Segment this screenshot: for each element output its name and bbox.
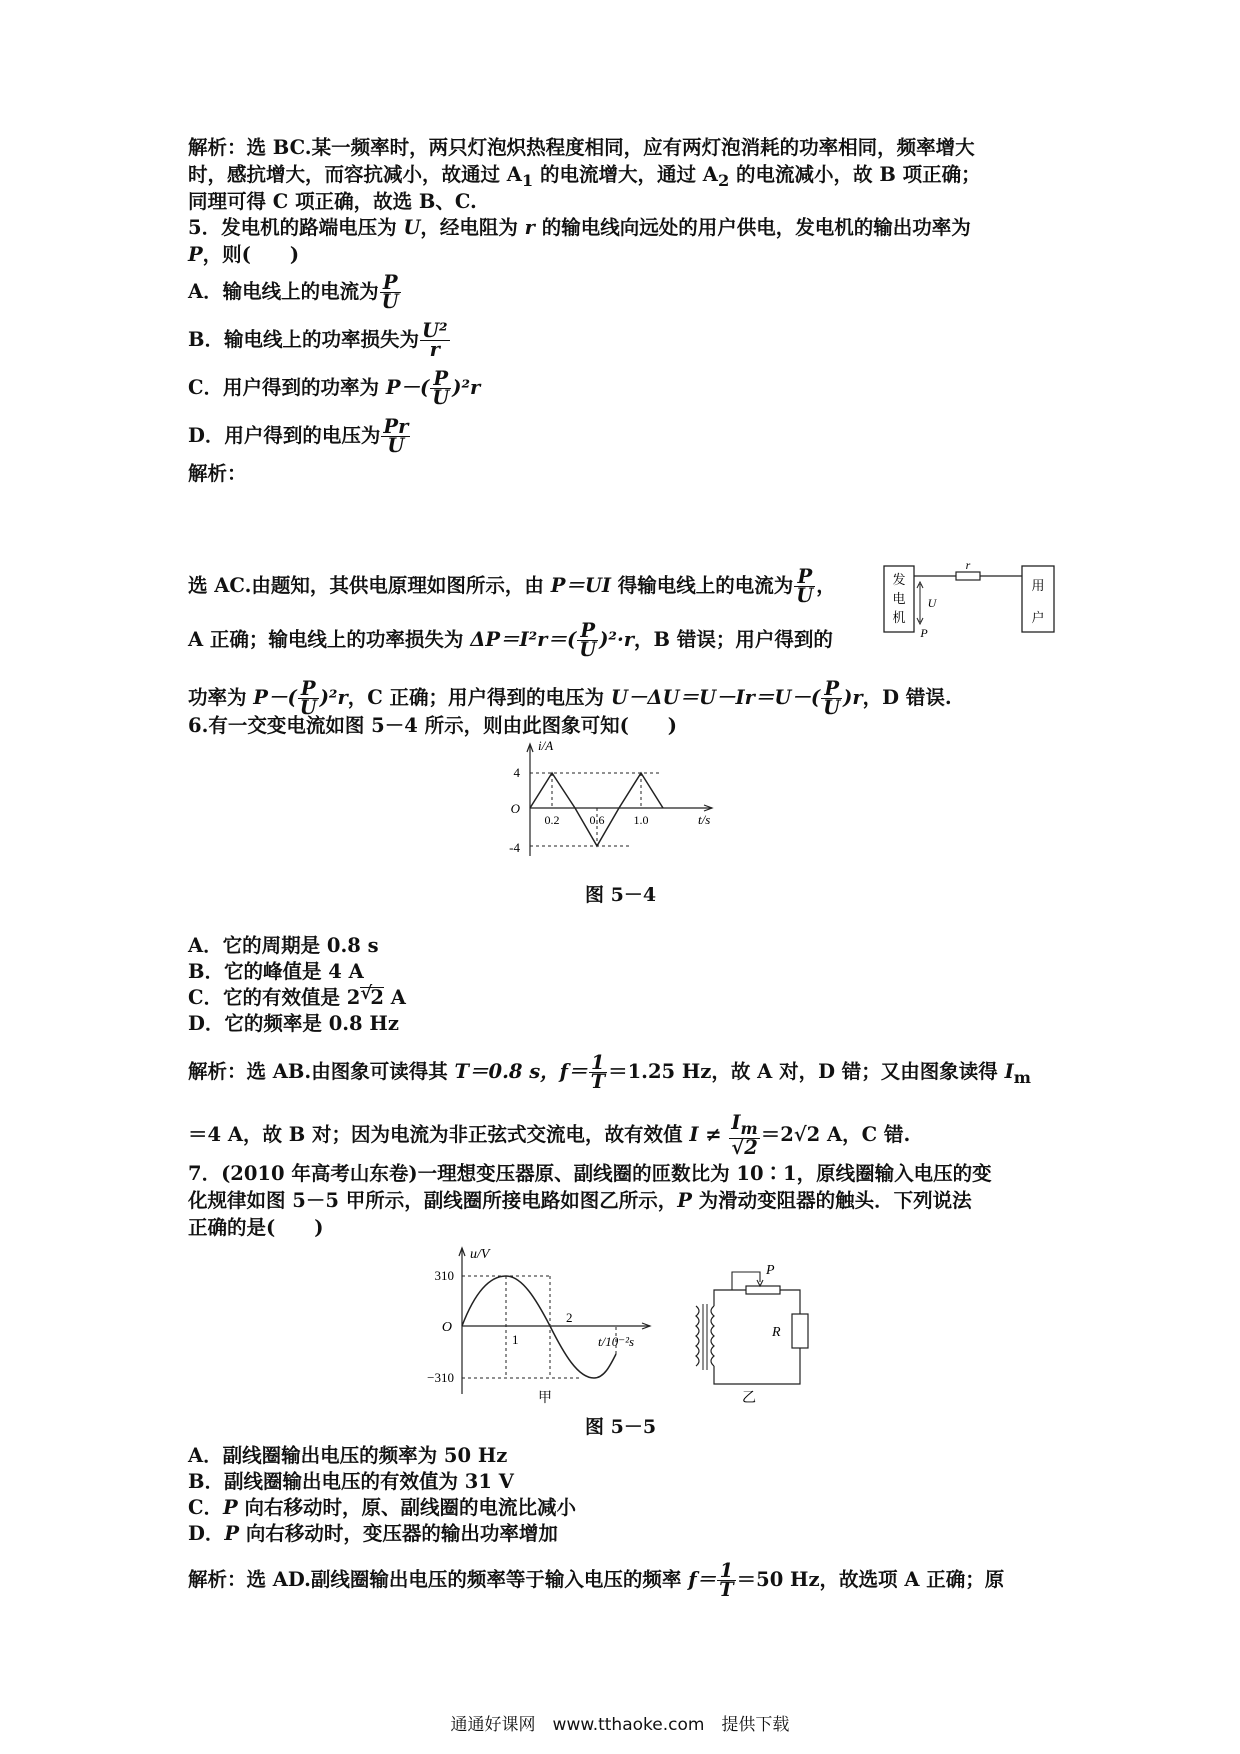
- generator-label-2: 电: [892, 591, 906, 606]
- label-jia: 甲: [538, 1391, 552, 1404]
- page-footer: 通通好课网 www.tthaoke.com 提供下载: [450, 1715, 790, 1735]
- q7-option-b: B．副线圈输出电压的有效值为 31 V: [188, 1470, 514, 1493]
- power-supply-circuit-diagram: [880, 560, 1060, 640]
- q5-option-b: [188, 319, 1068, 361]
- text: 的输电线向远处的用户供电，发电机的输出功率为: [534, 216, 971, 239]
- expr: )²r: [452, 376, 481, 399]
- q4-explain-line1: 解析：选 BC.某一频率时，两只灯泡炽热程度相同，应有两灯泡消耗的功率相同，频率增大: [188, 136, 975, 159]
- text: ，: [816, 574, 836, 597]
- text: 得输电线上的电流为: [610, 574, 794, 597]
- q6-option-d: D．它的频率是 0.8 Hz: [188, 1012, 399, 1035]
- numerator: P: [577, 622, 598, 641]
- q6-option-b: B．它的峰值是 4 A: [188, 960, 364, 983]
- numerator: P: [430, 370, 451, 389]
- text: D．: [188, 1522, 225, 1545]
- text: 时，感抗增大，而容抗减小，故通过 A: [188, 163, 522, 186]
- denominator: T: [719, 1578, 734, 1601]
- text: A: [383, 986, 406, 1009]
- expr: P－(: [385, 376, 430, 399]
- denominator: r: [429, 338, 440, 361]
- transformer-circuit-yi: [696, 1263, 808, 1404]
- q5-explain-line1: [188, 565, 836, 607]
- expr: ΔP＝I²r＝(: [470, 628, 577, 651]
- y-tick-neg4: -4: [509, 840, 520, 855]
- subscript: m: [1013, 1067, 1031, 1087]
- expr: f＝: [688, 1568, 717, 1591]
- x-tick-1-0: 1.0: [633, 813, 649, 827]
- numerator: 1: [717, 1562, 736, 1581]
- numerator: P: [298, 680, 319, 699]
- x-tick-2: 2: [566, 1310, 573, 1325]
- numerator: P: [821, 680, 842, 699]
- q6-explain-line1: [188, 1051, 1068, 1093]
- radical-sign: √: [360, 983, 373, 1004]
- denominator: U: [381, 290, 399, 313]
- radicand: 2: [370, 986, 384, 1009]
- text: ，C 正确；用户得到的电压为: [347, 686, 611, 709]
- power-label: P: [920, 626, 928, 640]
- fraction: [717, 1559, 736, 1601]
- secondary-coil: [711, 1306, 714, 1366]
- text: ＝1.25 Hz，故 A 对，D 错；又由图象读得: [608, 1060, 1005, 1083]
- var: U: [403, 216, 421, 239]
- denominator: U: [579, 638, 597, 661]
- text: ，则( ): [202, 243, 300, 266]
- text: 解析：选 AB.由图象可读得其: [188, 1060, 455, 1083]
- fraction: [380, 271, 401, 313]
- fraction: [794, 565, 815, 607]
- fraction: [589, 1051, 608, 1093]
- text: A 正确；输电线上的功率损失为: [188, 628, 471, 651]
- voltage-label: U: [927, 596, 937, 610]
- var: P: [677, 1189, 692, 1212]
- slider-label: P: [766, 1263, 775, 1278]
- q6-option-a: A．它的周期是 0.8 s: [188, 934, 379, 957]
- user-label-1: 用: [1031, 578, 1045, 593]
- x-tick-1: 1: [512, 1332, 519, 1347]
- text: 的电流减小，故 B 项正确；: [729, 163, 981, 186]
- q6-explain-line2: [188, 1111, 1068, 1159]
- load-resistor: [792, 1314, 808, 1348]
- var: P: [224, 1522, 240, 1545]
- text: 解析：选 AD.副线圈输出电压的频率等于输入电压的频率: [188, 1568, 689, 1591]
- origin-label: O: [441, 1320, 452, 1335]
- denominator: U: [432, 386, 450, 409]
- text: ，B 错误；用户得到的: [634, 628, 833, 651]
- expr: )r: [843, 686, 863, 709]
- denominator: U: [823, 696, 841, 719]
- q5-option-c: [188, 367, 1068, 409]
- q7-stem-line1: 7．(2010 年高考山东卷)一理想变压器原、副线圈的匝数比为 10∶1，原线圈输入电压的变: [188, 1162, 992, 1185]
- q7-stem-line3: 正确的是( ): [188, 1216, 324, 1239]
- fraction: [420, 319, 450, 361]
- origin-label: O: [510, 801, 520, 816]
- q4-explain-line3: 同理可得 C 项正确，故选 B、C.: [188, 190, 477, 213]
- q6-option-c: [188, 984, 1068, 1012]
- var: I: [1004, 1060, 1014, 1083]
- denominator: U: [796, 584, 814, 607]
- y-tick-neg310: −310: [427, 1370, 454, 1385]
- fraction: [430, 367, 451, 409]
- text: C．它的有效值是 2: [188, 986, 361, 1009]
- x-tick-0-2: 0.2: [544, 813, 560, 827]
- text: 化规律如图 5－5 甲所示，副线圈所接电路如图乙所示，: [188, 1189, 678, 1212]
- fraction: [381, 415, 410, 457]
- figure-caption-5-4: 图 5－4: [585, 884, 657, 906]
- q5-stem-line2: [188, 241, 1068, 269]
- var: P: [223, 1496, 238, 1519]
- expr: P－(: [253, 686, 297, 709]
- text: C．用户得到的功率为: [188, 376, 386, 399]
- q7-option-c: [188, 1494, 1068, 1522]
- sliding-rheostat: [746, 1286, 780, 1294]
- var: r: [524, 216, 535, 239]
- sqrt: [360, 983, 384, 1009]
- x-axis-label: t/10⁻²s: [598, 1334, 635, 1349]
- q5-explain-head: 解析：: [188, 462, 247, 485]
- subscript: m: [740, 1118, 758, 1138]
- expr: U－ΔU＝U－Ir＝U－(: [610, 686, 821, 709]
- text: 向右移动时，变压器的输出功率增加: [239, 1522, 558, 1545]
- text: ＝4 A，故 B 对；因为电流为非正弦式交流电，故有效值: [188, 1122, 690, 1146]
- q6-stem: 6.有一交变电流如图 5－4 所示，则由此图象可知( ): [188, 714, 678, 737]
- subscript: 1: [521, 170, 534, 190]
- q5-stem-line1: [188, 214, 1068, 242]
- numerator: P: [794, 568, 815, 587]
- var: P: [188, 243, 203, 266]
- denominator: T: [590, 1070, 606, 1093]
- text: A．输电线上的电流为: [188, 280, 379, 303]
- y-tick-4: 4: [513, 765, 520, 780]
- x-tick-0-6: 0.6: [589, 813, 605, 827]
- line-resistor: [956, 572, 980, 580]
- y-axis-label: i/A: [538, 738, 554, 753]
- y-tick-310: 310: [434, 1268, 454, 1283]
- text: ＝2√2 A，C 错.: [760, 1122, 911, 1146]
- expr: P＝UI: [550, 574, 611, 597]
- generator-label-3: 机: [892, 610, 906, 625]
- expr: )²r: [319, 686, 348, 709]
- denominator: U: [387, 434, 405, 457]
- text: ，经电阻为: [420, 216, 525, 239]
- q7-option-d: [188, 1520, 1068, 1548]
- text: 5．发电机的路端电压为: [188, 216, 404, 239]
- fraction: [729, 1111, 759, 1159]
- expr: I ≠: [689, 1122, 729, 1146]
- q7-stem-line2: [188, 1187, 1068, 1215]
- user-label-2: 户: [1031, 610, 1045, 625]
- text: 为滑动变阻器的触头．下列说法: [691, 1189, 972, 1212]
- denominator: √2: [731, 1135, 758, 1159]
- primary-coil: [696, 1306, 699, 1366]
- current-graph-5-4: [500, 738, 740, 868]
- figure-caption-5-5: 图 5－5: [585, 1416, 657, 1438]
- text: 功率为: [188, 686, 254, 709]
- text: C．: [188, 1496, 224, 1519]
- q5-explain-line2: [188, 619, 833, 661]
- y-axis-label: u/V: [470, 1247, 490, 1262]
- text: ，D 错误.: [862, 686, 952, 709]
- var: I: [731, 1111, 741, 1134]
- x-axis-label: t/s: [698, 812, 711, 827]
- denominator: U: [299, 696, 317, 719]
- sine-wave: [462, 1276, 616, 1378]
- expr: )²·r: [599, 628, 635, 651]
- generator-label-1: 发: [892, 572, 906, 587]
- text: 选 AC.由题知，其供电原理如图所示，由: [188, 574, 551, 597]
- q5-option-a: [188, 271, 1068, 313]
- numerator: P: [380, 274, 401, 293]
- numerator: U²: [421, 319, 448, 342]
- q7-option-a: A．副线圈输出电压的频率为 50 Hz: [188, 1444, 508, 1467]
- text: 向右移动时，原、副线圈的电流比减小: [237, 1496, 576, 1519]
- label-yi: 乙: [742, 1391, 756, 1404]
- numerator: 1: [589, 1054, 608, 1073]
- text: B．输电线上的功率损失为: [188, 328, 419, 351]
- fraction: [577, 619, 598, 661]
- q7-explain-line1: [188, 1559, 1068, 1601]
- resistor-label: r: [965, 560, 971, 572]
- q5-option-d: [188, 415, 1068, 457]
- text: D．用户得到的电压为: [188, 424, 381, 447]
- numerator: Pr: [383, 415, 409, 438]
- text: 的电流增大，通过 A: [533, 163, 718, 186]
- voltage-graph-5-5-jia: [420, 1244, 820, 1404]
- text: ＝50 Hz，故选项 A 正确；原: [736, 1568, 1005, 1591]
- subscript: 2: [717, 170, 730, 190]
- expr: T＝0.8 s，f＝: [454, 1060, 588, 1083]
- resistor-label: R: [772, 1325, 781, 1340]
- wire-bottom: [714, 1348, 800, 1384]
